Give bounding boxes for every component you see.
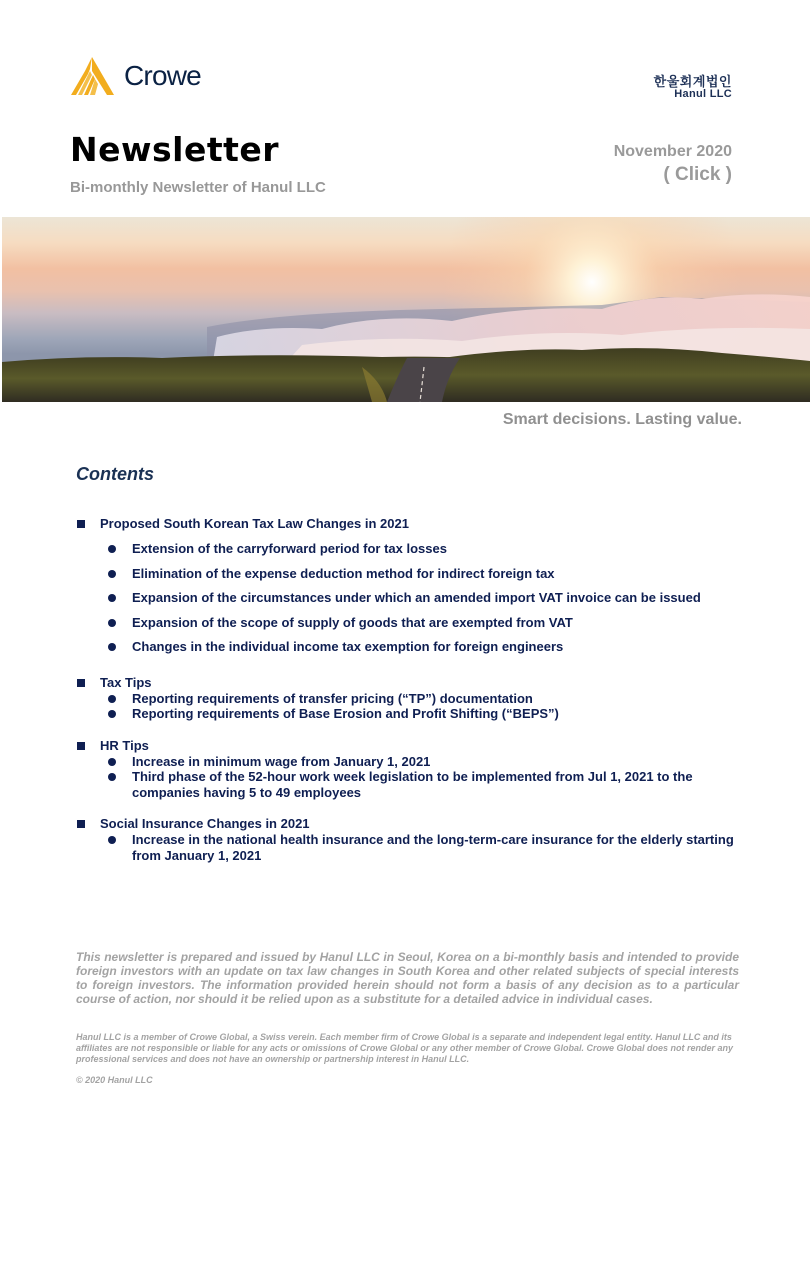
toc-section	[76, 738, 756, 801]
toc-item[interactable]: Reporting requirements of transfer pricing (“TP”) documentation	[100, 691, 756, 707]
crowe-peak-icon	[70, 57, 114, 95]
toc-item[interactable]: Expansion of the scope of supply of goods that are exempted from VAT	[100, 615, 756, 631]
toc-section-heading[interactable]: Proposed South Korean Tax Law Changes in 2021	[100, 516, 756, 532]
toc-item[interactable]: Reporting requirements of Base Erosion and Profit Shifting (“BEPS”)	[100, 706, 756, 722]
sunset-road-photo	[2, 217, 810, 402]
crowe-wordmark: Crowe	[124, 60, 201, 91]
toc-section	[76, 516, 756, 655]
toc-section-heading[interactable]: Tax Tips	[100, 675, 756, 691]
toc-item[interactable]: Extension of the carryforward period for tax losses	[100, 541, 756, 557]
copyright: © 2020 Hanul LLC	[76, 1075, 153, 1085]
issue-info	[614, 143, 732, 189]
member-notice: Hanul LLC is a member of Crowe Global, a Swiss verein. Each member firm of Crowe Global is a separate and independent legal entity. Hanul LLC and its affiliates are not responsible or liable for any acts or omissions of Crowe Global or any other member of Crowe Global. Crowe Global does not render any professional services and does not have an ownership or partnership interest in Hanul LLC.	[76, 1032, 733, 1064]
toc-item[interactable]: Increase in the national health insurance and the long-term-care insurance for the elderly starting from January 1, 2021	[100, 832, 756, 863]
newsletter-subtitle: Bi-monthly Newsletter of Hanul LLC	[70, 179, 326, 196]
toc-section	[76, 675, 756, 722]
toc-section-heading[interactable]: HR Tips	[100, 738, 756, 754]
toc-section	[76, 816, 756, 863]
issue-date: November 2020	[613, 143, 732, 160]
toc-item[interactable]: Elimination of the expense deduction method for indirect foreign tax	[100, 566, 756, 582]
brand-english: Hanul LLC	[674, 88, 732, 100]
toc-item[interactable]: Increase in minimum wage from January 1, 2021	[100, 754, 756, 770]
toc-item[interactable]: Third phase of the 52-hour work week legislation to be implemented from Jul 1, 2021 to the companies having 5 to 49 employees	[100, 769, 756, 800]
crowe-logo[interactable]	[70, 56, 220, 96]
toc-item[interactable]: Changes in the individual income tax exemption for foreign engineers	[100, 639, 756, 655]
hero-image	[2, 217, 810, 402]
toc-section-heading[interactable]: Social Insurance Changes in 2021	[100, 816, 756, 832]
table-of-contents	[76, 516, 756, 863]
hanul-brand	[654, 75, 732, 100]
disclaimer-text: This newsletter is prepared and issued by Hanul LLC in Seoul, Korea on a bi-monthly basis and intended to provide foreign investors with an update on tax law changes in South Korea and other related subjects of special interests to foreign investors. The information provided herein should not form a basis of any decision as to a particular course of action, nor should it be relied upon as a substitute for a detailed advice in individual cases.	[76, 950, 739, 1006]
click-link[interactable]: ( Click )	[663, 164, 732, 185]
contents-heading: Contents	[76, 464, 154, 484]
brand-korean: 한울회계법인	[653, 74, 732, 89]
tagline: Smart decisions. Lasting value.	[502, 411, 742, 428]
toc-item[interactable]: Expansion of the circumstances under which an amended import VAT invoice can be issued	[100, 590, 756, 606]
newsletter-title: Newsletter	[70, 130, 280, 169]
